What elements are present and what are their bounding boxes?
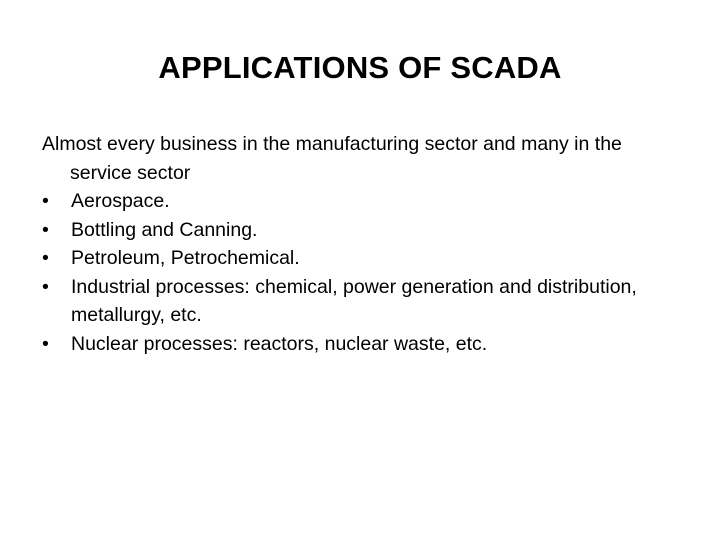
bullet-icon: •: [42, 218, 49, 241]
bullet-item: [42, 330, 682, 359]
intro-text: Almost every business in the manufacturing sector and many in the service sector: [42, 133, 622, 184]
bullet-text: Aerospace.: [71, 190, 170, 212]
bullet-item: [42, 216, 682, 245]
bullet-item: [42, 273, 682, 330]
bullet-icon: •: [42, 190, 49, 212]
slide-body: [42, 130, 682, 358]
bullet-text: Petroleum, Petrochemical.: [71, 247, 300, 269]
slide-title: APPLICATIONS OF SCADA: [158, 50, 562, 85]
bullet-text: Nuclear processes: reactors, nuclear waste, etc.: [71, 332, 488, 355]
bullet-item: [42, 187, 682, 216]
bullet-icon: •: [42, 247, 49, 269]
bullet-text: Industrial processes: chemical, power generation and distribution, metallurgy, etc.: [71, 275, 637, 326]
bullet-item: [42, 244, 682, 273]
bullet-text: Bottling and Canning.: [71, 218, 258, 241]
bullet-list: [42, 187, 682, 358]
bullet-icon: •: [42, 332, 49, 355]
bullet-icon: •: [42, 275, 49, 298]
